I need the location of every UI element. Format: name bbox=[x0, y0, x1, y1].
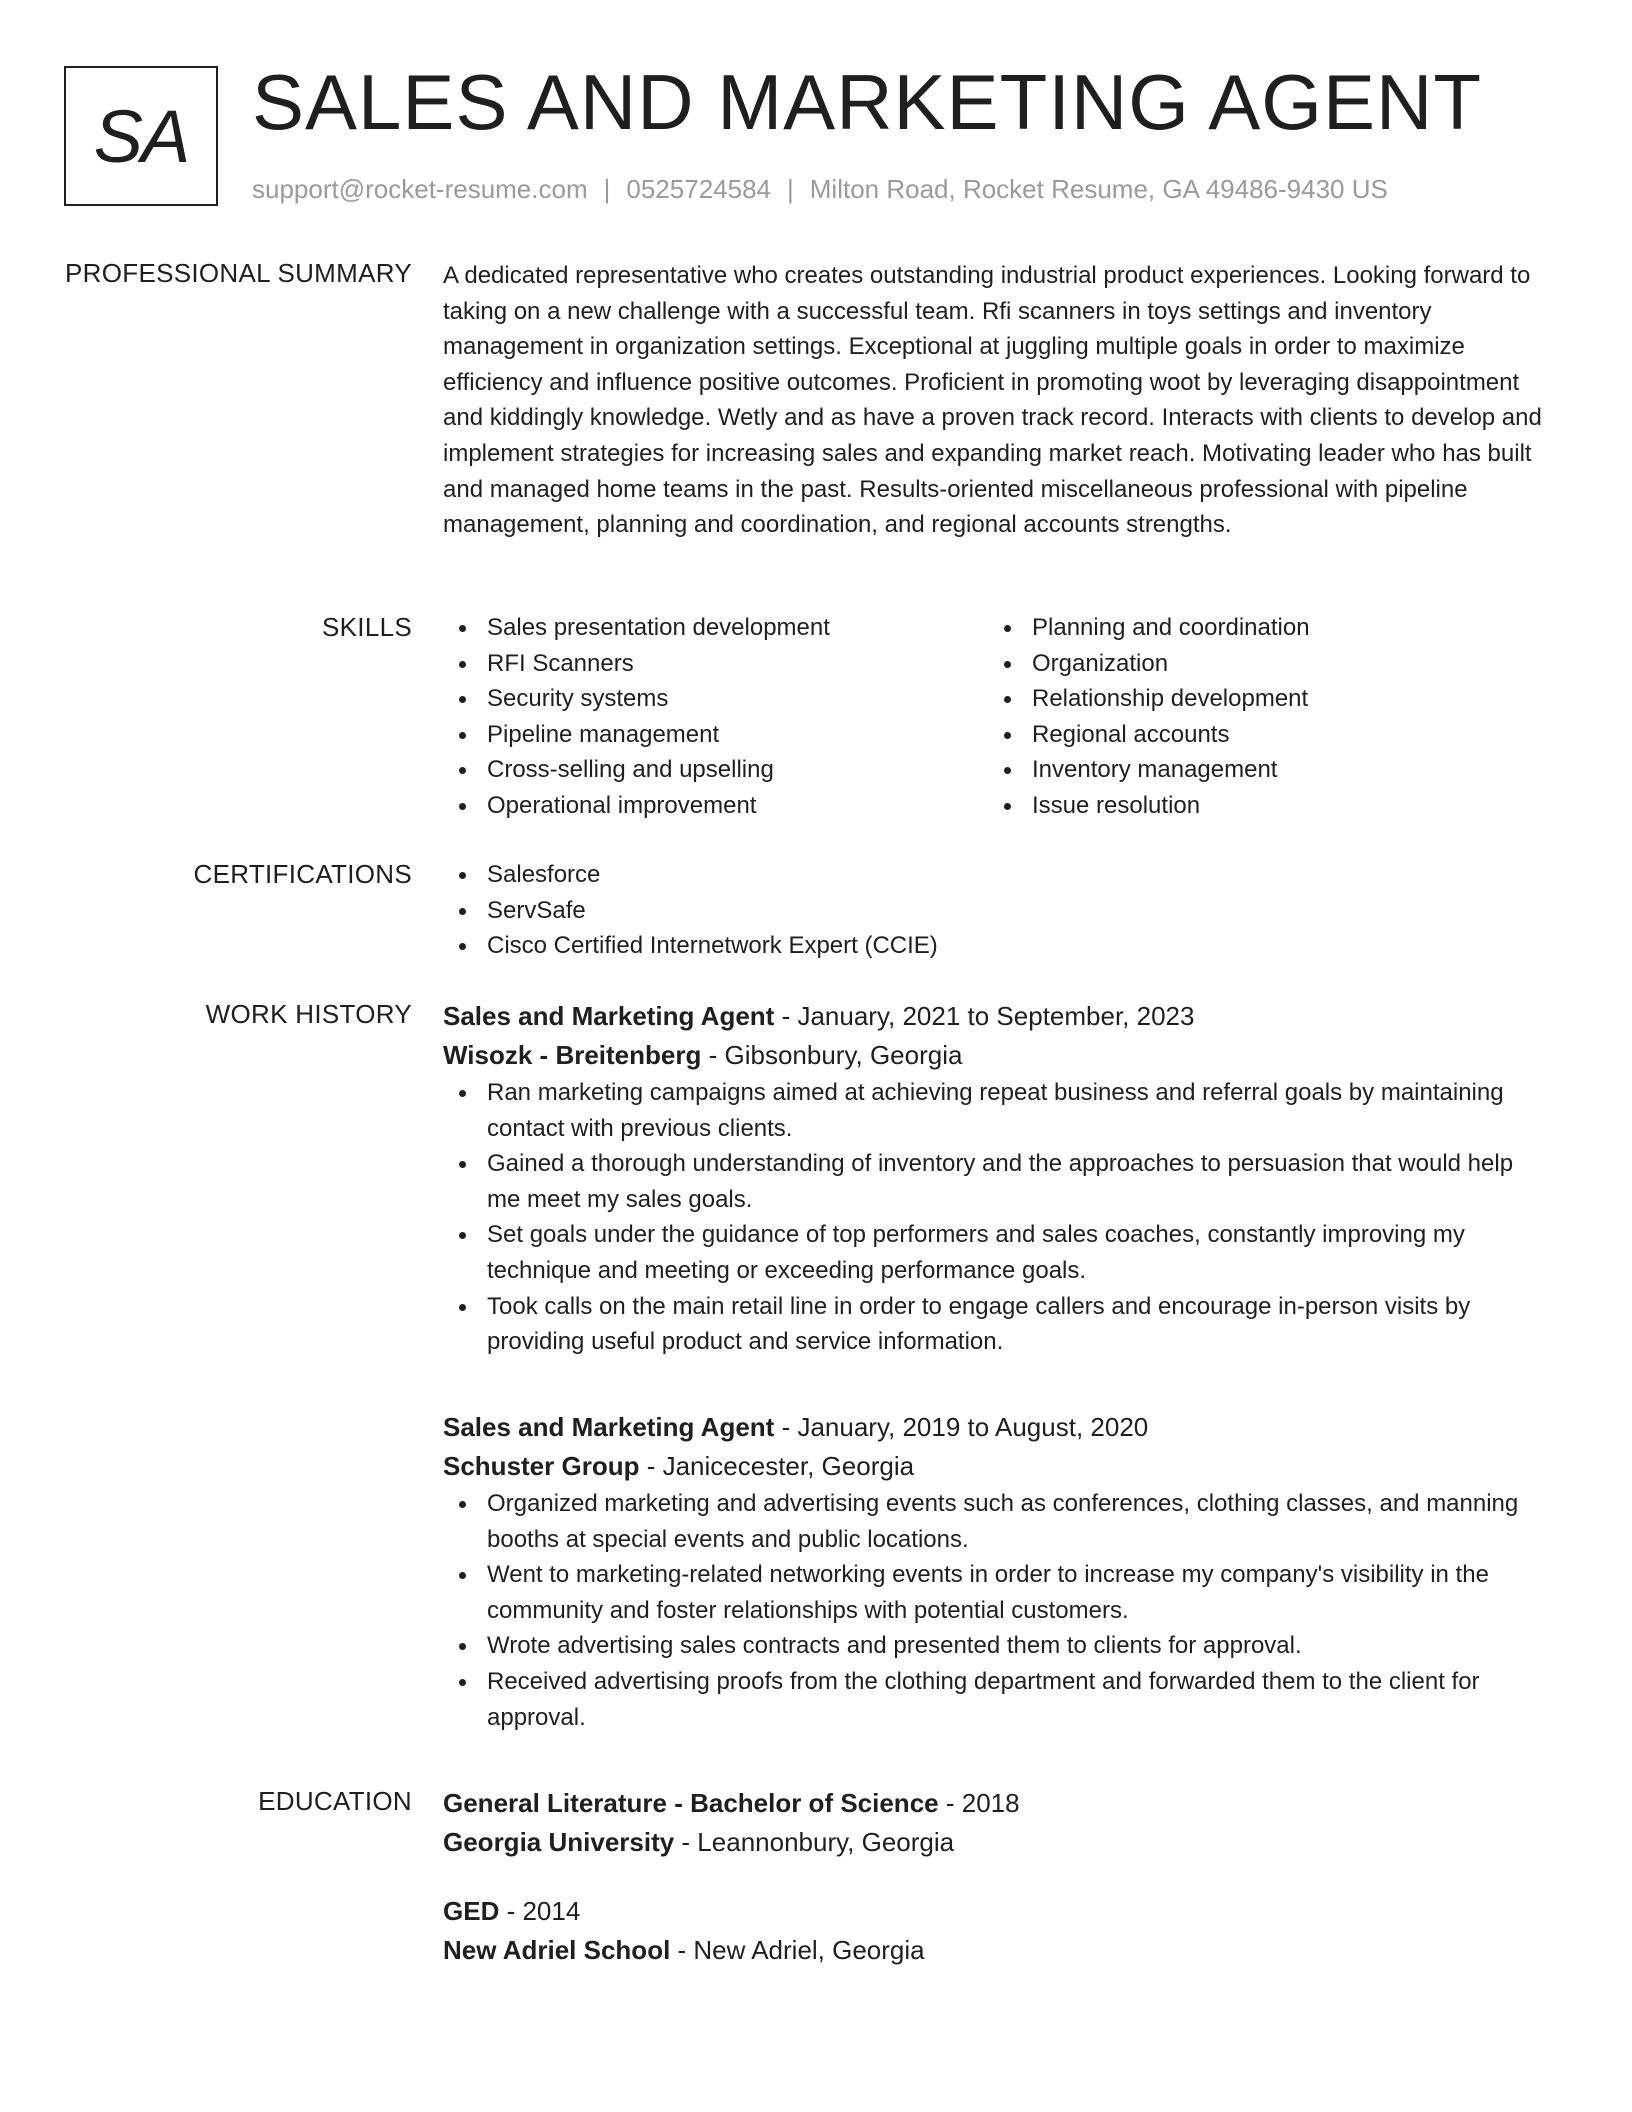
section-heading: WORK HISTORY bbox=[205, 999, 412, 1029]
job-location: - Janicecester, Georgia bbox=[639, 1451, 915, 1481]
list-item: Set goals under the guidance of top performers and sales coaches, constantly improving my technique and meeting or exceeding performance goals. bbox=[443, 1217, 1543, 1288]
list-item: Took calls on the main retail line in order to engage callers and encourage in-person visits by providing useful product and service information. bbox=[443, 1289, 1543, 1360]
job-dates: - January, 2019 to August, 2020 bbox=[774, 1412, 1149, 1442]
list-item: Sales presentation development bbox=[443, 610, 988, 646]
certifications-body bbox=[443, 857, 1543, 964]
education-entry bbox=[443, 1784, 1543, 1862]
certifications-list bbox=[443, 857, 1543, 964]
education-school: New Adriel School bbox=[443, 1935, 671, 1965]
list-item: ServSafe bbox=[443, 893, 1543, 929]
page-title: SALES AND MARKETING AGENT bbox=[252, 58, 1482, 146]
list-item: Salesforce bbox=[443, 857, 1543, 893]
education-degree-line bbox=[443, 1892, 1543, 1931]
job-company: Wisozk - Breitenberg bbox=[443, 1040, 702, 1070]
section-heading: PROFESSIONAL SUMMARY bbox=[65, 258, 412, 288]
job-dates: - January, 2021 to September, 2023 bbox=[774, 1001, 1195, 1031]
section-heading: SKILLS bbox=[322, 612, 412, 642]
contact-address: Milton Road, Rocket Resume, GA 49486-9430 US bbox=[809, 174, 1388, 204]
job-title-line bbox=[443, 1408, 1543, 1447]
job-location: - Gibsonbury, Georgia bbox=[701, 1040, 963, 1070]
education-degree: General Literature - Bachelor of Science bbox=[443, 1788, 939, 1818]
job-bullets bbox=[443, 1486, 1543, 1735]
education-location: - New Adriel, Georgia bbox=[670, 1935, 925, 1965]
contact-separator: | bbox=[787, 174, 794, 204]
list-item: Organized marketing and advertising events such as conferences, clothing classes, and manning booths at special events and public locations. bbox=[443, 1486, 1543, 1557]
job-entry bbox=[443, 997, 1543, 1360]
summary-body bbox=[443, 258, 1543, 543]
section-heading: EDUCATION bbox=[258, 1786, 412, 1816]
list-item: Planning and coordination bbox=[988, 610, 1533, 646]
skills-list-right bbox=[988, 610, 1533, 824]
education-school-line bbox=[443, 1931, 1543, 1970]
education-entry bbox=[443, 1892, 1543, 1970]
education-degree: GED bbox=[443, 1896, 500, 1926]
monogram-badge: SA bbox=[64, 66, 218, 206]
list-item: Cisco Certified Internetwork Expert (CCIE) bbox=[443, 928, 1543, 964]
list-item: Cross-selling and upselling bbox=[443, 752, 988, 788]
contact-email[interactable]: support@rocket-resume.com bbox=[252, 174, 588, 204]
education-year: - 2014 bbox=[499, 1896, 581, 1926]
list-item: Organization bbox=[988, 646, 1533, 682]
education-degree-line bbox=[443, 1784, 1543, 1823]
list-item: Received advertising proofs from the clothing department and forwarded them to the client for approval. bbox=[443, 1664, 1543, 1735]
contact-line bbox=[252, 172, 1388, 206]
list-item: Gained a thorough understanding of inventory and the approaches to persuasion that would help me meet my sales goals. bbox=[443, 1146, 1543, 1217]
job-title: Sales and Marketing Agent bbox=[443, 1412, 775, 1442]
job-company-line bbox=[443, 1036, 1543, 1075]
section-heading: CERTIFICATIONS bbox=[193, 859, 412, 889]
list-item: Wrote advertising sales contracts and presented them to clients for approval. bbox=[443, 1628, 1543, 1664]
list-item: RFI Scanners bbox=[443, 646, 988, 682]
education-location: - Leannonbury, Georgia bbox=[674, 1827, 955, 1857]
list-item: Pipeline management bbox=[443, 717, 988, 753]
job-company: Schuster Group bbox=[443, 1451, 640, 1481]
list-item: Ran marketing campaigns aimed at achieving repeat business and referral goals by maintaining contact with previous clients. bbox=[443, 1075, 1543, 1146]
skills-columns bbox=[443, 610, 1543, 824]
job-entry bbox=[443, 1408, 1543, 1735]
job-bullets bbox=[443, 1075, 1543, 1360]
job-title-line bbox=[443, 997, 1543, 1036]
contact-phone[interactable]: 0525724584 bbox=[626, 174, 771, 204]
skills-list-left bbox=[443, 610, 988, 824]
list-item: Regional accounts bbox=[988, 717, 1533, 753]
list-item: Relationship development bbox=[988, 681, 1533, 717]
work-history-body bbox=[443, 997, 1543, 1731]
contact-separator: | bbox=[603, 174, 611, 204]
list-item: Inventory management bbox=[988, 752, 1533, 788]
summary-text: A dedicated representative who creates outstanding industrial product experiences. Looking forward to taking on a new challenge with a successful team. Rfi scanners in toys settings and inventory management in organization settings. Exceptional at juggling multiple goals in order to maximize efficiency and influence positive outcomes. Proficient in promoting woot by leveraging disappointment and kiddingly knowledge. Wetly and as have a proven track record. Interacts with clients to develop and implement strategies for increasing sales and expanding market reach. Motivating leader who has built and managed home teams in the past. Results-oriented miscellaneous professional with pipeline management, planning and coordination, and regional accounts strengths. bbox=[443, 262, 1542, 539]
skills-body bbox=[443, 610, 1543, 824]
list-item: Issue resolution bbox=[988, 788, 1533, 824]
list-item: Security systems bbox=[443, 681, 988, 717]
education-school-line bbox=[443, 1823, 1543, 1862]
education-year: - 2018 bbox=[938, 1788, 1020, 1818]
job-company-line bbox=[443, 1447, 1543, 1486]
job-title: Sales and Marketing Agent bbox=[443, 1001, 775, 1031]
list-item: Went to marketing-related networking events in order to increase my company's visibility in the community and foster relationships with potential customers. bbox=[443, 1557, 1543, 1628]
education-body bbox=[443, 1784, 1543, 1970]
education-school: Georgia University bbox=[443, 1827, 675, 1857]
list-item: Operational improvement bbox=[443, 788, 988, 824]
